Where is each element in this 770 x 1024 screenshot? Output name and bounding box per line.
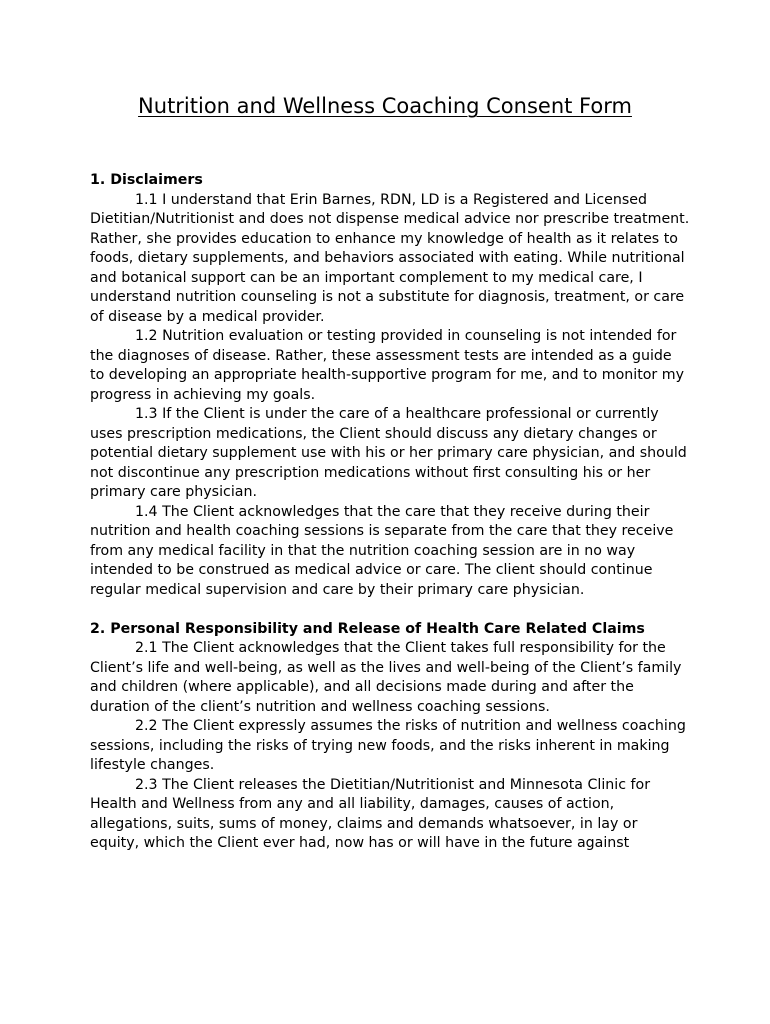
section-heading: 2. Personal Responsibility and Release of Health Care Related Claims [90,620,645,637]
paragraph-1-2: 1.2 Nutrition evaluation or testing provided in counseling is not intended for the diagnoses of disease. Rather, these assessment tests are intended as a guide to developing an appropriate health-supportive program for me, and to monitor my progress in achieving my goals. [90,328,684,403]
paragraph-1-4: 1.4 The Client acknowledges that the care that they receive during their nutrition and health coaching sessions is separate from the care that they receive from any medical facility in that the nutrition coaching session are in no way intended to be construed as medical advice or care. The client should continue regular medical supervision and care by their primary care physician. [90,503,674,598]
paragraph-2-3: 2.3 The Client releases the Dietitian/Nutritionist and Minnesota Clinic for Health and Wellness from any and all liability, damages, causes of action, allegations, suits, sums of money, claims and demands whatsoever, in lay or equity, which the Client ever had, now has or will have in the future against [90,776,651,851]
page-title: Nutrition and Wellness Coaching Consent Form [138,94,632,118]
section-disclaimers [90,171,690,600]
paragraph-1-3: 1.3 If the Client is under the care of a healthcare professional or currently uses prescription medications, the Client should discuss any dietary changes or potential dietary supplement use with his or her primary care physician, and should not discontinue any prescription medications without first consulting his or her primary care physician. [90,406,687,500]
paragraph-2-1: 2.1 The Client acknowledges that the Client takes full responsibility for the Client’s life and well-being, as well as the lives and well-being of the Client’s family and children (where applicable), and all decisions made during and after the duration of the client’s nutrition and wellness coaching sessions. [90,640,682,715]
section-personal-responsibility [90,620,690,854]
section-heading: 1. Disclaimers [90,172,203,188]
document-body [90,171,690,873]
paragraph-2-2: 2.2 The Client expressly assumes the risks of nutrition and wellness coaching sessions, including the risks of trying new foods, and the risks inherent in making lifestyle changes. [90,718,686,773]
paragraph-1-1: 1.1 I understand that Erin Barnes, RDN, LD is a Registered and Licensed Dietitian/Nutritionist and does not dispense medical advice nor prescribe treatment. Rather, she provides education to enhance my knowledge of health as it relates to foods, dietary supplements, and behaviors associated with eating. While nutritional and botanical support can be an important complement to my medical care, I understand nutrition counseling is not a substitute for diagnosis, treatment, or care of disease by a medical provider. [90,191,690,325]
